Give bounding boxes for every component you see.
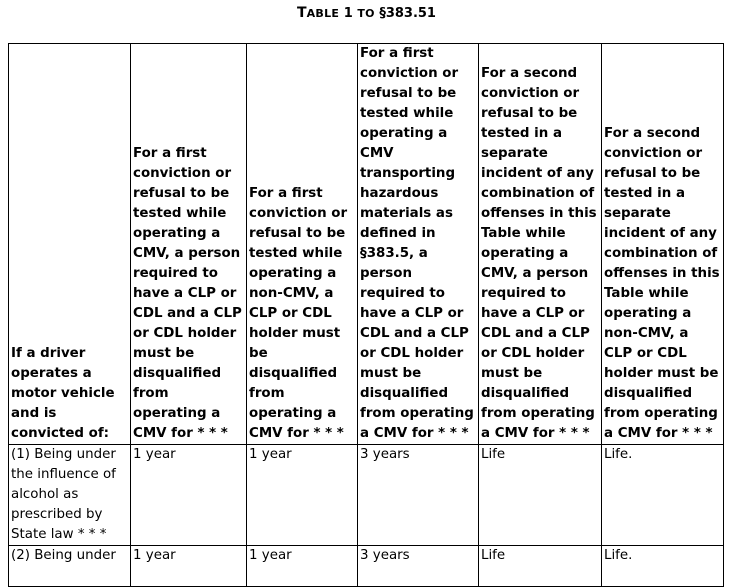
table-row (9, 445, 724, 546)
header-first-cmv: For a first conviction or refusal to be tested while operating a CMV, a person required to have a CLP or CDL and a CLP or CDL holder must be disqualified from operating a CMV for * * * (131, 44, 247, 445)
first-hazmat-cell: 3 years (358, 546, 479, 587)
first-cmv-cell: 1 year (131, 546, 247, 587)
caption-connector: TO (357, 7, 375, 20)
header-second-non-cmv: For a second conviction or refusal to be tested in a separate incident of any combination of offenses in this Table while operating a non-CMV, a CLP or CDL holder must be disqualified from operating a CMV for * * * (602, 44, 724, 445)
header-first-non-cmv: For a first conviction or refusal to be tested while operating a non-CMV, a CLP or CDL holder must be disqualified from operating a CMV for * * * (247, 44, 358, 445)
caption-prefix-initial: T (297, 5, 307, 21)
first-cmv-cell: 1 year (131, 445, 247, 546)
offense-cell: (2) Being under (9, 546, 131, 587)
second-non-cmv-cell: Life. (602, 546, 724, 587)
disqualification-table (8, 43, 724, 587)
caption-number: 1 (343, 6, 353, 21)
first-hazmat-cell: 3 years (358, 445, 479, 546)
offense-cell: (1) Being under the influence of alcohol as prescribed by State law * * * (9, 445, 131, 546)
header-first-hazmat: For a first conviction or refusal to be tested while operating a CMV transporting hazardous materials as defined in §383.5, a person required to have a CLP or CDL and a CLP or CDL holder must be disqualified from operating a CMV for * * * (358, 44, 479, 445)
table-caption (0, 4, 733, 23)
table-row (9, 546, 724, 587)
caption-prefix-rest: ABLE (306, 7, 340, 20)
header-offense: If a driver operates a motor vehicle and is convicted of: (9, 44, 131, 445)
second-cmv-cell: Life (479, 445, 602, 546)
header-second-cmv: For a second conviction or refusal to be tested in a separate incident of any combination of offenses in this Table while operating a CMV, a person required to have a CLP or CDL and a CLP or CDL holder must be disqualified from operating a CMV for * * * (479, 44, 602, 445)
second-cmv-cell: Life (479, 546, 602, 587)
header-row (9, 44, 724, 445)
first-non-cmv-cell: 1 year (247, 445, 358, 546)
caption-section: §383.51 (379, 6, 436, 21)
first-non-cmv-cell: 1 year (247, 546, 358, 587)
second-non-cmv-cell: Life. (602, 445, 724, 546)
